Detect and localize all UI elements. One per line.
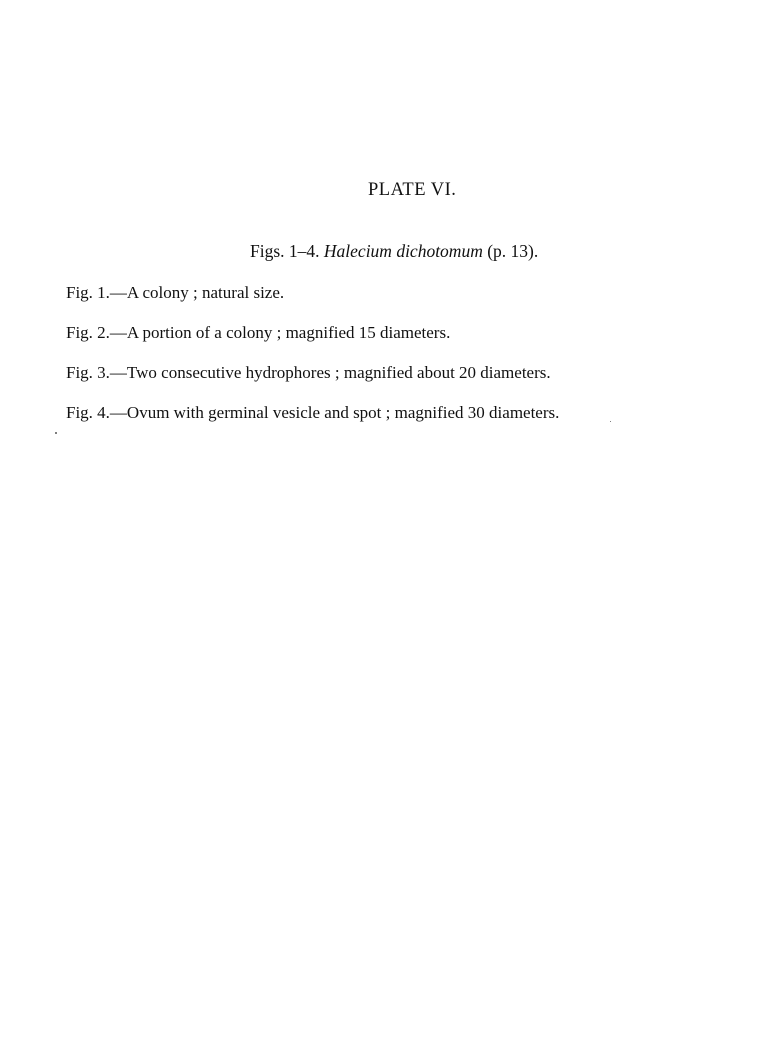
species-name: Halecium dichotomum (323, 241, 483, 261)
figures-heading (250, 241, 538, 262)
figure-caption-2: Fig. 2.—A portion of a colony ; magnified 15 diameters. (66, 323, 451, 342)
figure-caption-4: Fig. 4.—Ovum with germinal vesicle and spot ; magnified 30 diameters. (66, 403, 560, 422)
figures-range: Figs. 1–4. (250, 241, 320, 261)
page-reference: (p. 13). (487, 241, 539, 261)
figure-caption-3: Fig. 3.—Two consecutive hydrophores ; magnified about 20 diameters. (66, 363, 551, 382)
plate-title: PLATE VI. (368, 180, 457, 200)
figure-caption-list (66, 283, 559, 443)
figure-caption-1: Fig. 1.—A colony ; natural size. (66, 283, 285, 302)
scan-speck (610, 421, 611, 422)
scan-speck (55, 432, 57, 434)
